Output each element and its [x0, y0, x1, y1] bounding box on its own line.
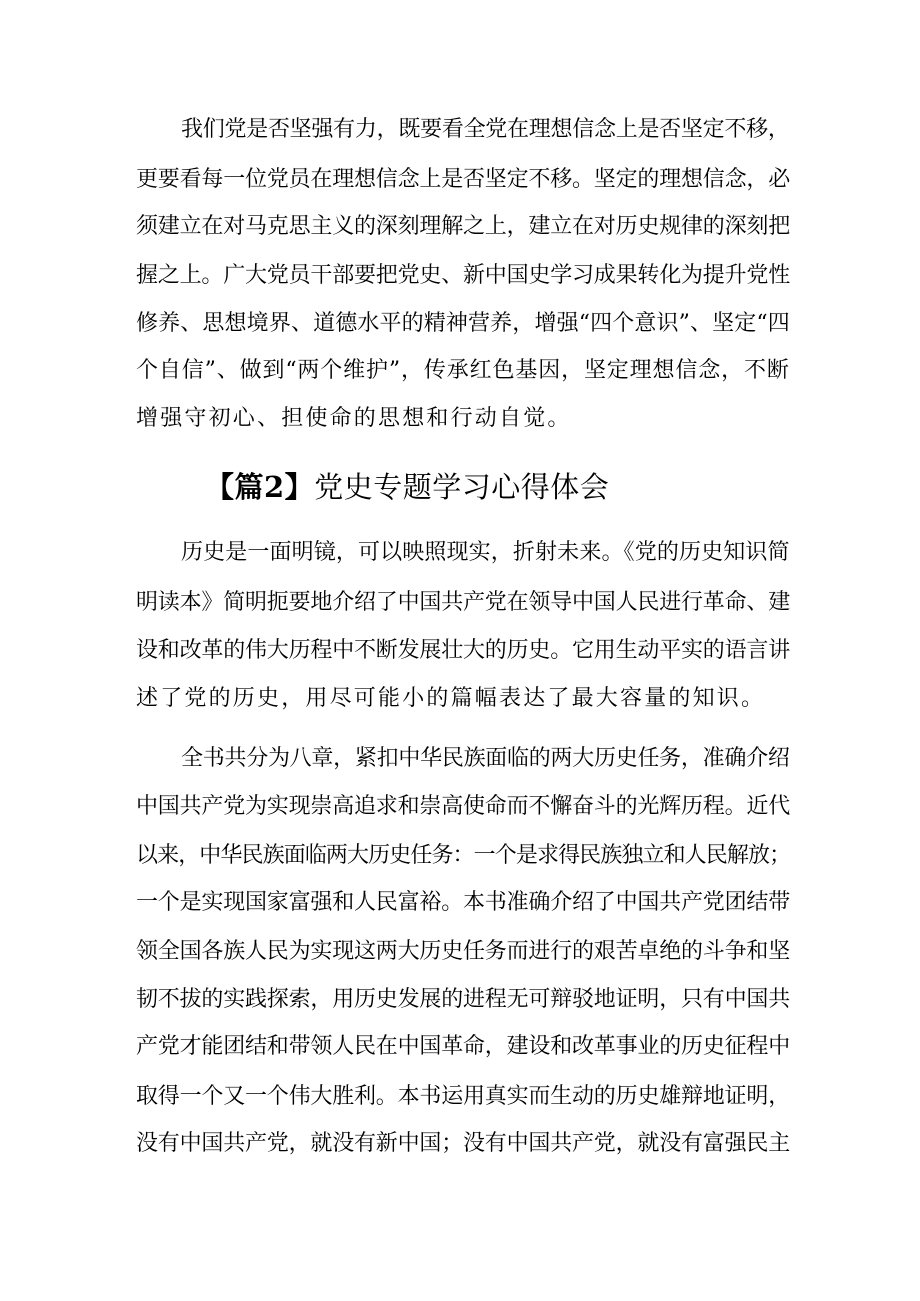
paragraph-line: 领全国各族人民为实现这两大历史任务而进行的艰苦卓绝的斗争和坚 — [136, 939, 791, 964]
paragraph-line: 产党才能团结和带领人民在中国革命，建设和改革事业的历史征程中 — [136, 1034, 791, 1059]
paragraph-line: 全书共分为八章，紧扣中华民族面临的两大历史任务，准确介绍 — [181, 746, 790, 771]
paragraph-line: 修养、思想境界、道德水平的精神营养，增强“四个意识”、坚定“四 — [136, 311, 790, 336]
paragraph-line: 述了党的历史，用尽可能小的篇幅表达了最大容量的知识。 — [136, 686, 766, 711]
paragraph-line: 取得一个又一个伟大胜利。本书运用真实而生动的历史雄辩地证明， — [136, 1084, 791, 1109]
section-title: 党史专题学习心得体会 — [314, 470, 610, 504]
paragraph-line: 握之上。广大党员干部要把党史、新中国史学习成果转化为提升党性 — [136, 263, 791, 288]
paragraph-line: 我们党是否坚强有力，既要看全党在理想信念上是否坚定不移， — [181, 117, 790, 142]
paragraph-line: 更要看每一位党员在理想信念上是否坚定不移。坚定的理想信念，必 — [136, 167, 791, 192]
paragraph-line: 增强守初心、担使命的思想和行动自觉。 — [136, 406, 572, 431]
paragraph-line: 以来，中华民族面临两大历史任务：一个是求得民族独立和人民解放； — [136, 843, 791, 868]
paragraph-line: 韧不拔的实践探索，用历史发展的进程无可辩驳地证明，只有中国共 — [136, 987, 791, 1012]
paragraph-line: 个自信”、做到“两个维护”，传承红色基因，坚定理想信念，不断 — [136, 358, 790, 383]
paragraph-line: 明读本》简明扼要地介绍了中国共产党在领导中国人民进行革命、建 — [136, 590, 791, 615]
paragraph-line: 设和改革的伟大历程中不断发展壮大的历史。它用生动平实的语言讲 — [136, 638, 791, 663]
section-heading — [205, 470, 609, 504]
paragraph-line: 没有中国共产党，就没有新中国；没有中国共产党，就没有富强民主 — [136, 1131, 791, 1156]
paragraph-line: 历史是一面明镜，可以映照现实，折射未来。《党的历史知识简 — [181, 540, 790, 565]
paragraph-line: 须建立在对马克思主义的深刻理解之上，建立在对历史规律的深刻把 — [136, 214, 791, 239]
paragraph-line: 中国共产党为实现崇高追求和崇高使命而不懈奋斗的光辉历程。近代 — [136, 794, 791, 819]
paragraph-line: 一个是实现国家富强和人民富裕。本书准确介绍了中国共产党团结带 — [136, 890, 791, 915]
section-number: 【篇2】 — [205, 470, 315, 504]
